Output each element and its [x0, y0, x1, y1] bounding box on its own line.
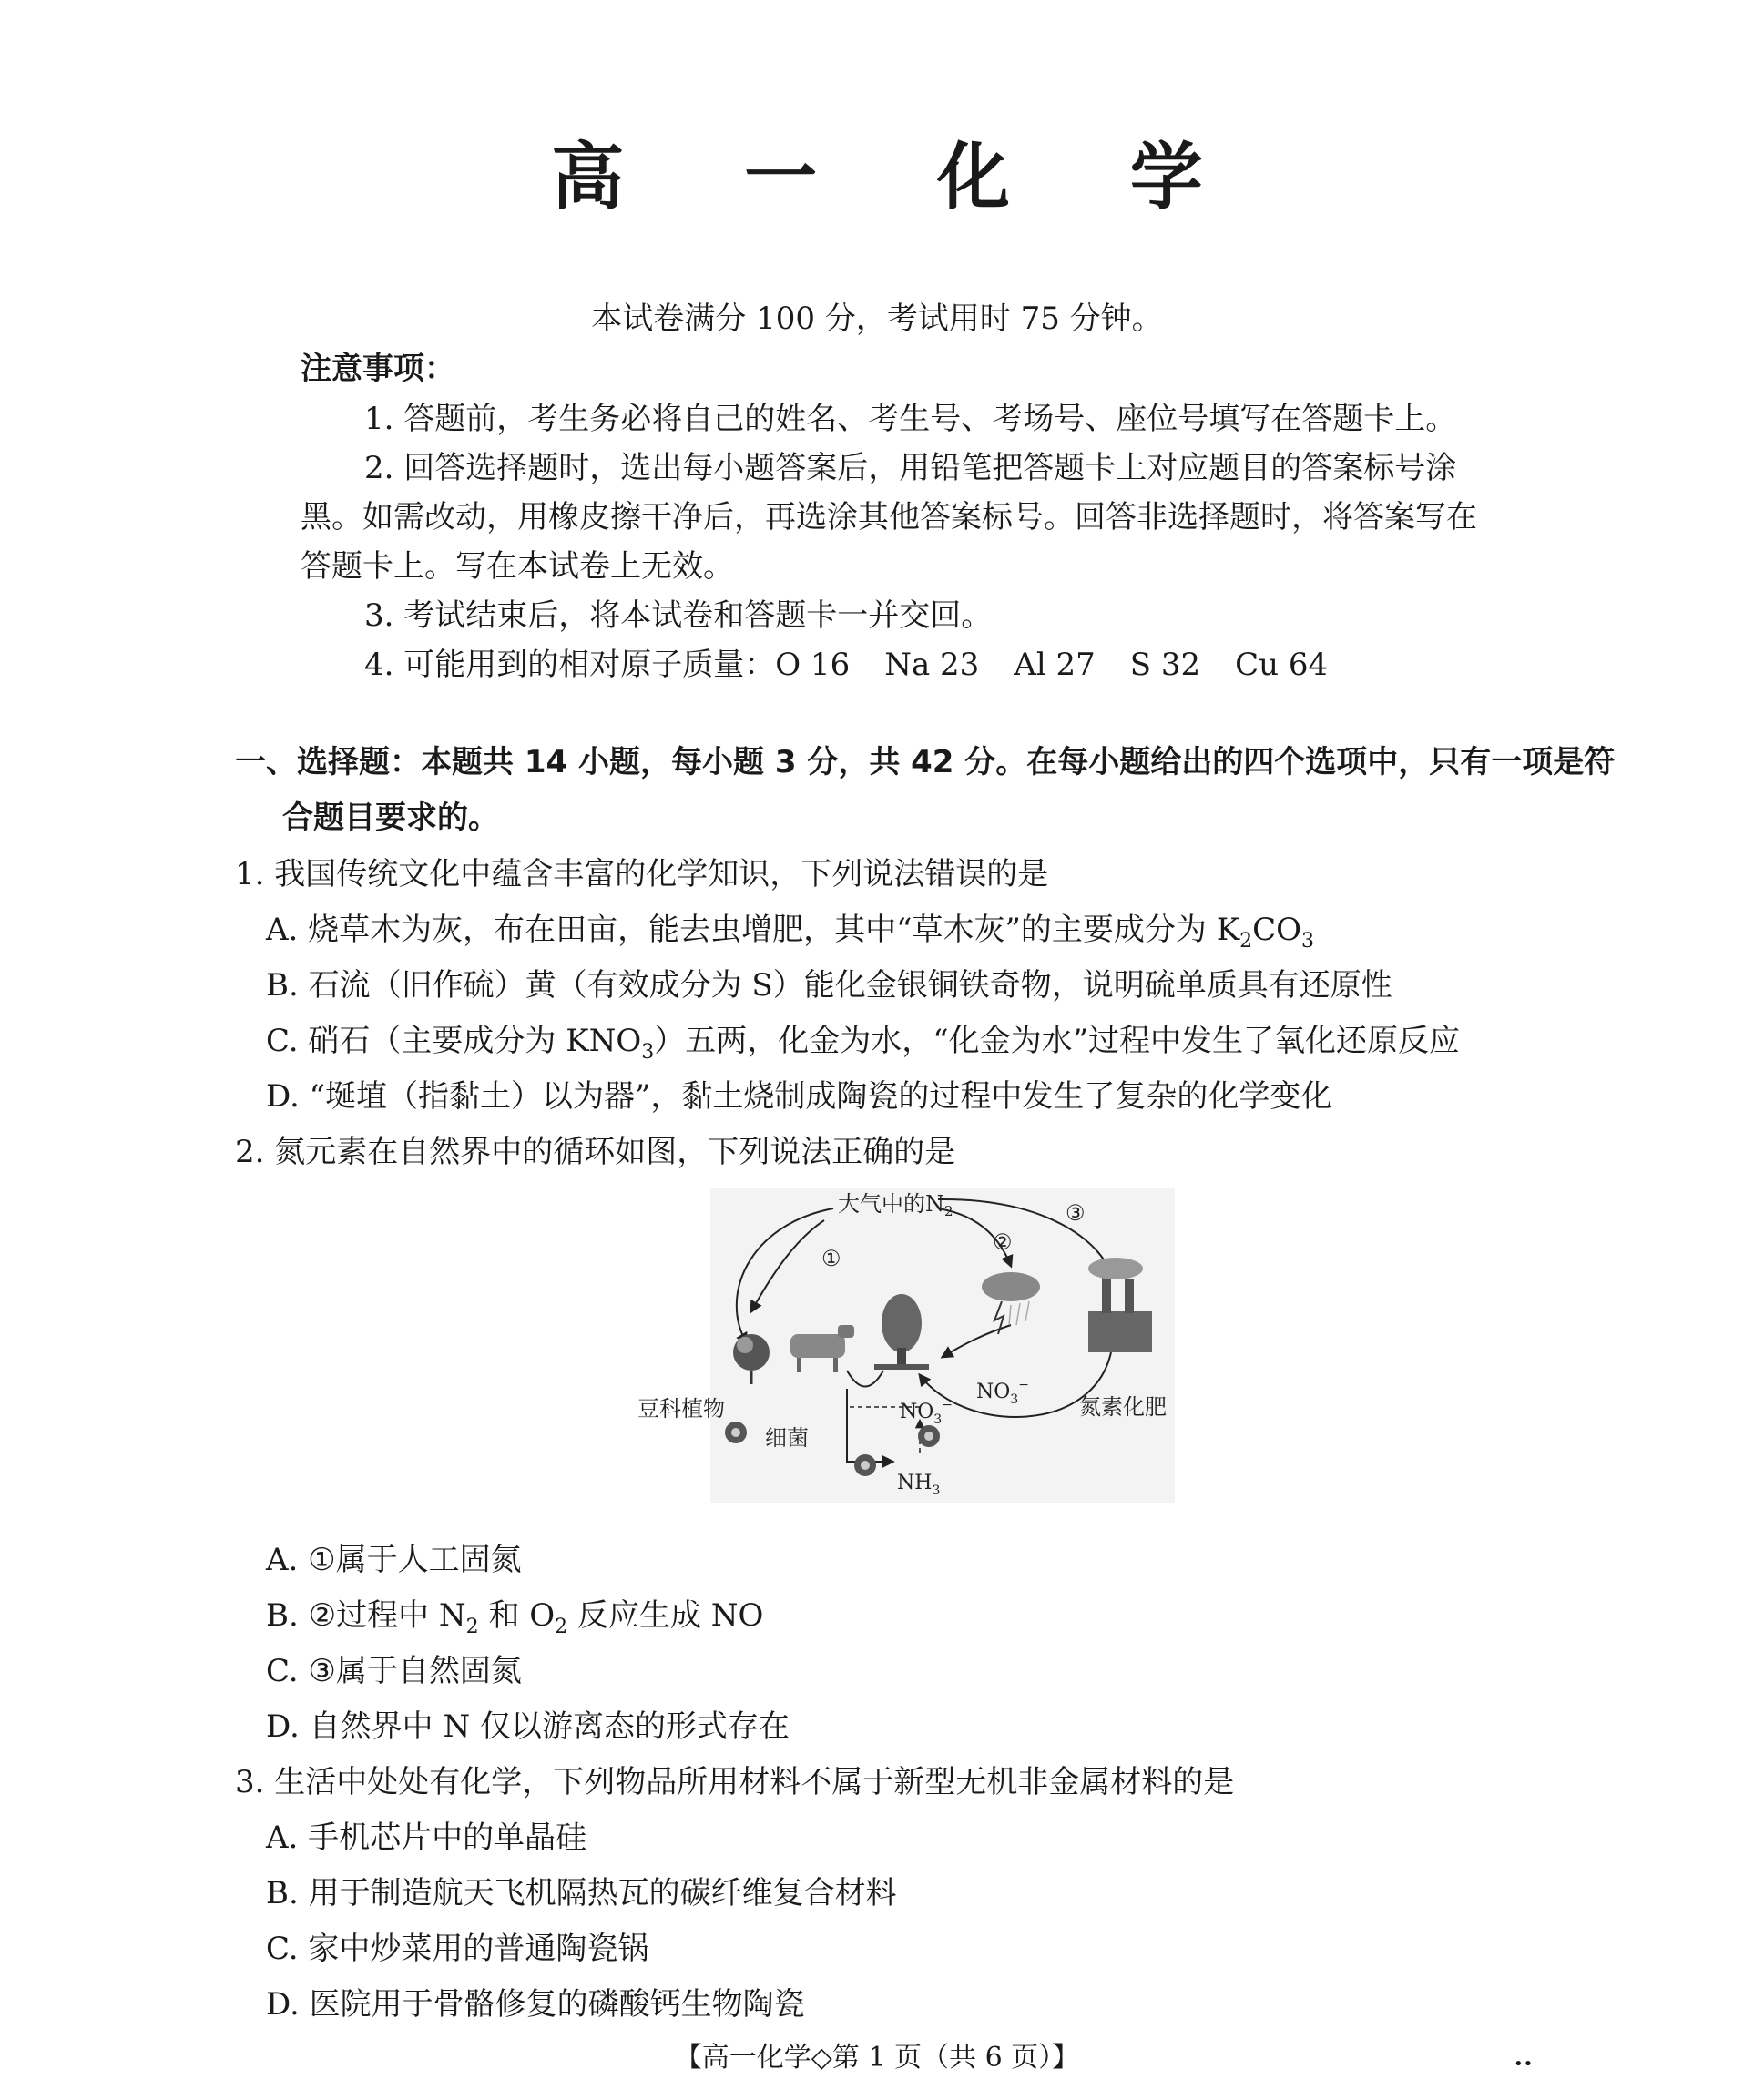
- q2-option-d: D. 自然界中 N 仅以游离态的形式存在: [266, 1708, 790, 1745]
- page-title: 高 一 化 学: [551, 135, 1250, 219]
- q1-option-c: C. 硝石（主要成分为 $KNO_3$）五两，化金为水，“化金为水”过程中发生了氧化还原反应: [266, 1023, 1461, 1064]
- label-circle-2: ②: [993, 1229, 1013, 1255]
- label-nh3: $NH_3$: [897, 1472, 941, 1498]
- notice-line-4: [364, 645, 1328, 685]
- label-no3-rain: $NO_3^-$: [976, 1378, 1029, 1407]
- atom-o: O 16: [775, 647, 851, 683]
- atom-na: Na 23: [884, 647, 980, 683]
- q2-option-a: A. ①属于人工固氮: [266, 1542, 522, 1578]
- q3-option-a: A. 手机芯片中的单晶硅: [266, 1820, 587, 1856]
- q3-option-b: B. 用于制造航天飞机隔热瓦的碳纤维复合材料: [266, 1875, 897, 1911]
- label-bacteria: 细菌: [765, 1425, 809, 1451]
- corner-mark: ••: [1514, 2054, 1534, 2074]
- nitrogen-cycle-diagram: [637, 1188, 1175, 1503]
- q2-option-b: B. ②过程中 $N_2$ 和 $O_2$ 反应生成 NO: [266, 1597, 764, 1638]
- notice-heading: 注意事项：: [301, 351, 455, 387]
- q2-option-c: C. ③属于自然固氮: [266, 1653, 522, 1689]
- notice-line-2a: 2. 回答选择题时，选出每小题答案后，用铅笔把答题卡上对应题目的答案标号涂: [364, 450, 1457, 486]
- label-fertilizer: 氮素化肥: [1079, 1394, 1167, 1420]
- notice-line-3: 3. 考试结束后，将本试卷和答题卡一并交回。: [364, 597, 993, 634]
- atom-al: Al 27: [1014, 647, 1096, 683]
- notice-line-2c: 答题卡上。写在本试卷上无效。: [301, 548, 734, 585]
- atom-s: S 32: [1129, 647, 1201, 683]
- atomic-mass-label: 4. 可能用到的相对原子质量：: [364, 647, 776, 683]
- q3-stem: 3. 生活中处处有化学，下列物品所用材料不属于新型无机非金属材料的是: [235, 1764, 1235, 1800]
- section-1-heading-cont: 合题目要求的。: [282, 800, 499, 836]
- atom-cu: Cu 64: [1235, 647, 1329, 683]
- label-no3-soil: $NO_3^-$: [900, 1398, 953, 1427]
- label-legume: 豆科植物: [637, 1396, 725, 1422]
- section-1-heading: 一、选择题：本题共 14 小题，每小题 3 分，共 42 分。在每小题给出的四个选项中，只有一项是符: [235, 744, 1616, 780]
- label-circle-3: ③: [1066, 1200, 1086, 1226]
- bacteria-icon: [854, 1454, 876, 1476]
- q1-option-b: B. 石流（旧作硫）黄（有效成分为 S）能化金银铜铁奇物，说明硫单质具有还原性: [266, 967, 1392, 1004]
- q1-option-a: A. 烧草木为灰，布在田亩，能去虫增肥，其中“草木灰”的主要成分为 $K_2CO_3$: [266, 912, 1315, 953]
- q3-option-c: C. 家中炒菜用的普通陶瓷锅: [266, 1931, 649, 1967]
- q1-option-d: D. “埏埴（指黏土）以为器”，黏土烧制成陶瓷的过程中发生了复杂的化学变化: [266, 1078, 1332, 1115]
- q2-stem: 2. 氮元素在自然界中的循环如图，下列说法正确的是: [235, 1134, 956, 1170]
- bacteria-icon: [725, 1422, 747, 1443]
- page-footer: 【高一化学◇第 1 页（共 6 页）】: [674, 2042, 1080, 2074]
- notice-line-1: 1. 答题前，考生务必将自己的姓名、考生号、考场号、座位号填写在答题卡上。: [364, 401, 1457, 437]
- exam-intro: 本试卷满分 100 分，考试用时 75 分钟。: [591, 301, 1163, 337]
- q1-stem: 1. 我国传统文化中蕴含丰富的化学知识，下列说法错误的是: [235, 856, 1049, 892]
- bacteria-icon: [918, 1425, 940, 1447]
- notice-line-2b: 黑。如需改动，用橡皮擦干净后，再选涂其他答案标号。回答非选择题时，将答案写在: [301, 499, 1477, 535]
- label-atmospheric-n2: 大气中的$N_2$: [838, 1191, 953, 1219]
- label-circle-1: ①: [821, 1246, 841, 1271]
- q3-option-d: D. 医院用于骨骼修复的磷酸钙生物陶瓷: [266, 1986, 805, 2023]
